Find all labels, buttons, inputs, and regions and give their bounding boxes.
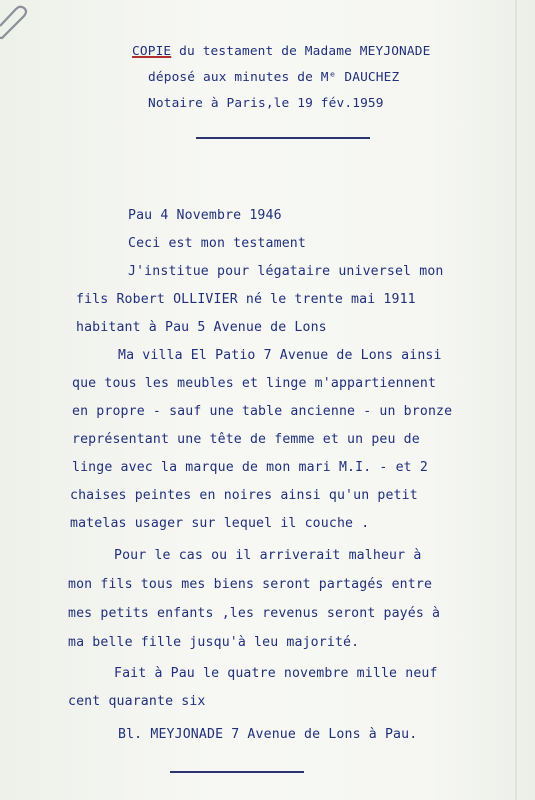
copie-label: COPIE — [132, 44, 172, 59]
body-line: en propre - sauf une table ancienne - un bronze — [72, 404, 453, 419]
body-line: Fait à Pau le quatre novembre mille neuf — [114, 666, 438, 681]
header-line-1 — [132, 44, 430, 59]
body-line-heading: Ceci est mon testament — [128, 236, 306, 251]
body-line: habitant à Pau 5 Avenue de Lons — [76, 320, 327, 335]
header-line-3: Notaire à Paris,le 19 fév.1959 — [148, 96, 384, 111]
body-line: chaises peintes en noires ainsi qu'un petit — [70, 488, 418, 503]
paperclip-icon — [0, 2, 34, 42]
body-line: J'institue pour légataire universel mon — [128, 264, 444, 279]
header-title: du testament de Madame MEYJONADE — [171, 44, 431, 59]
signature-line: Bl. MEYJONADE 7 Avenue de Lons à Pau. — [118, 727, 418, 742]
body-line: ma belle fille jusqu'à leu majorité. — [68, 635, 360, 650]
page-edge — [515, 0, 517, 800]
body-line: linge avec la marque de mon mari M.I. - et 2 — [72, 460, 428, 475]
header-divider — [196, 137, 370, 139]
body-line: Pour le cas ou il arriverait malheur à — [114, 548, 422, 563]
body-line: mes petits enfants ,les revenus seront payés à — [68, 606, 441, 621]
body-line-date: Pau 4 Novembre 1946 — [128, 208, 282, 223]
body-line: mon fils tous mes biens seront partagés entre — [68, 577, 433, 592]
body-line: Ma villa El Patio 7 Avenue de Lons ainsi — [118, 348, 442, 363]
body-line: fils Robert OLLIVIER né le trente mai 1911 — [76, 292, 416, 307]
footer-divider — [170, 771, 304, 773]
header-line-2: déposé aux minutes de Mᵉ DAUCHEZ — [148, 70, 400, 85]
body-line: cent quarante six — [68, 694, 206, 709]
body-line: matelas usager sur lequel il couche . — [70, 516, 370, 531]
body-line: que tous les meubles et linge m'appartiennent — [72, 376, 437, 391]
body-line: représentant une tête de femme et un peu de — [72, 432, 420, 447]
